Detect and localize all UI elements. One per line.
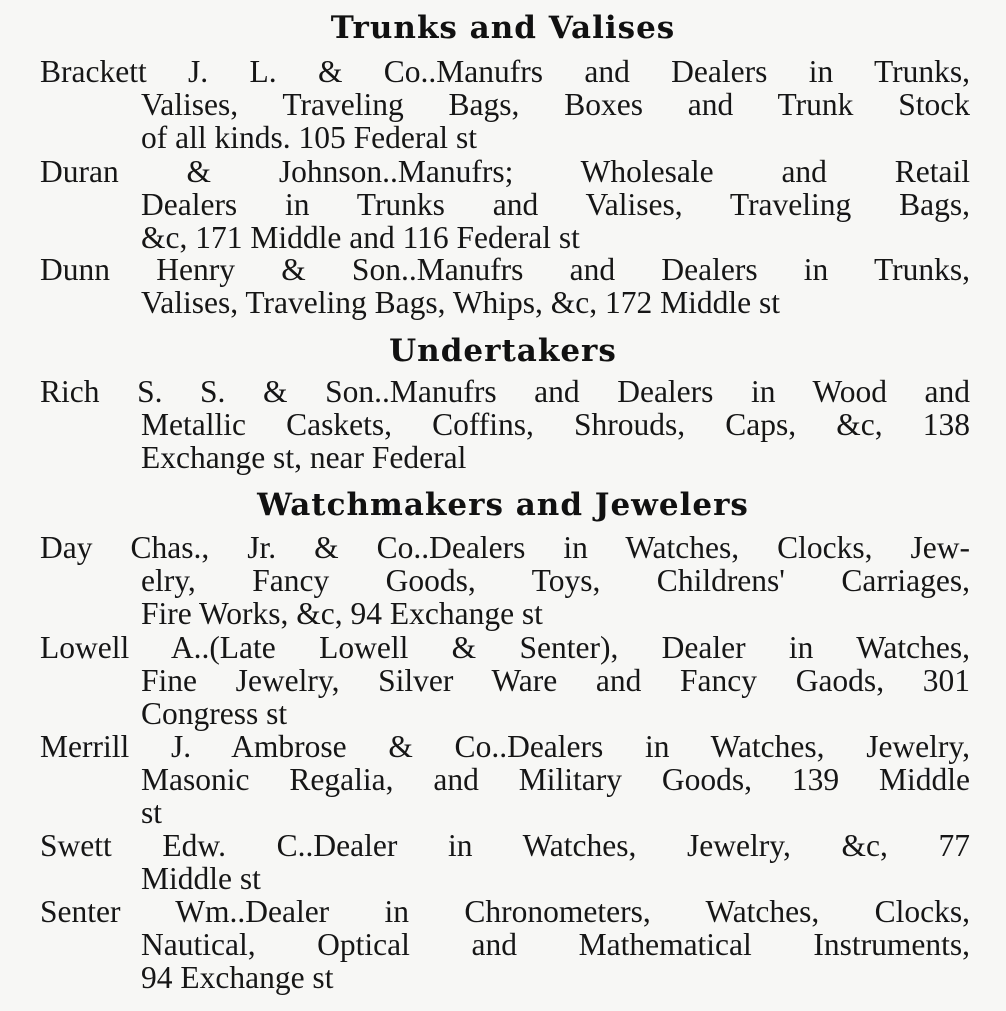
listing-entry-senter — [40, 896, 970, 994]
listing-line: Fine Jewelry, Silver Ware and Fancy Gaods, 301 — [141, 662, 970, 698]
listing-line: Day Chas., Jr. & Co..Dealers in Watches, Clocks, Jew- — [40, 530, 970, 565]
listing-line: Brackett J. L. & Co..Manufrs and Dealers in Trunks, — [40, 54, 970, 89]
listing-line: Senter Wm..Dealer in Chronometers, Watches, Clocks, — [40, 894, 970, 929]
listing-line: Dunn Henry & Son..Manufrs and Dealers in Trunks, — [40, 252, 970, 287]
listing-entry-lowell — [40, 632, 970, 730]
listing-line: Masonic Regalia, and Military Goods, 139 Middle — [141, 761, 970, 797]
listing-line: Merrill J. Ambrose & Co..Dealers in Watches, Jewelry, — [40, 729, 970, 764]
listing-line: &c, 171 Middle and 116 Federal st — [141, 219, 580, 255]
listing-line: Duran & Johnson..Manufrs; Wholesale and Retail — [40, 154, 970, 189]
section-heading-trunks-and-valises: Trunks and Valises — [330, 10, 676, 46]
listing-entry-swett — [40, 830, 970, 896]
listing-line: Middle st — [141, 860, 261, 896]
listing-line: Valises, Traveling Bags, Boxes and Trunk Stock — [141, 86, 970, 122]
listing-line: st — [141, 794, 163, 830]
listing-entry-day — [40, 532, 970, 630]
listing-line: Lowell A..(Late Lowell & Senter), Dealer in Watches, — [40, 630, 970, 665]
listing-entry-merrill — [40, 731, 970, 829]
listing-line: of all kinds. 105 Federal st — [141, 119, 477, 155]
listing-entry-rich — [40, 376, 970, 474]
listing-line: Exchange st, near Federal — [141, 439, 467, 475]
listing-line: Fire Works, &c, 94 Exchange st — [141, 595, 543, 631]
listing-line: Valises, Traveling Bags, Whips, &c, 172 Middle st — [141, 284, 781, 320]
listing-entry-dunn — [40, 254, 970, 320]
section-heading-undertakers: Undertakers — [389, 333, 617, 369]
section-heading-watchmakers-and-jewelers: Watchmakers and Jewelers — [257, 487, 749, 523]
listing-line: Nautical, Optical and Mathematical Instruments, — [141, 926, 970, 962]
listing-line: Congress st — [141, 695, 288, 731]
listing-line: elry, Fancy Goods, Toys, Childrens' Carriages, — [141, 562, 970, 598]
listing-line: Metallic Caskets, Coffins, Shrouds, Caps, &c, 138 — [141, 406, 970, 442]
listing-line: Rich S. S. & Son..Manufrs and Dealers in Wood and — [40, 374, 970, 409]
listing-line: Dealers in Trunks and Valises, Traveling Bags, — [141, 186, 970, 222]
listing-line: 94 Exchange st — [141, 959, 334, 995]
listing-entry-duran — [40, 156, 970, 254]
listing-line: Swett Edw. C..Dealer in Watches, Jewelry, &c, 77 — [40, 828, 970, 863]
listing-entry-brackett — [40, 56, 970, 154]
